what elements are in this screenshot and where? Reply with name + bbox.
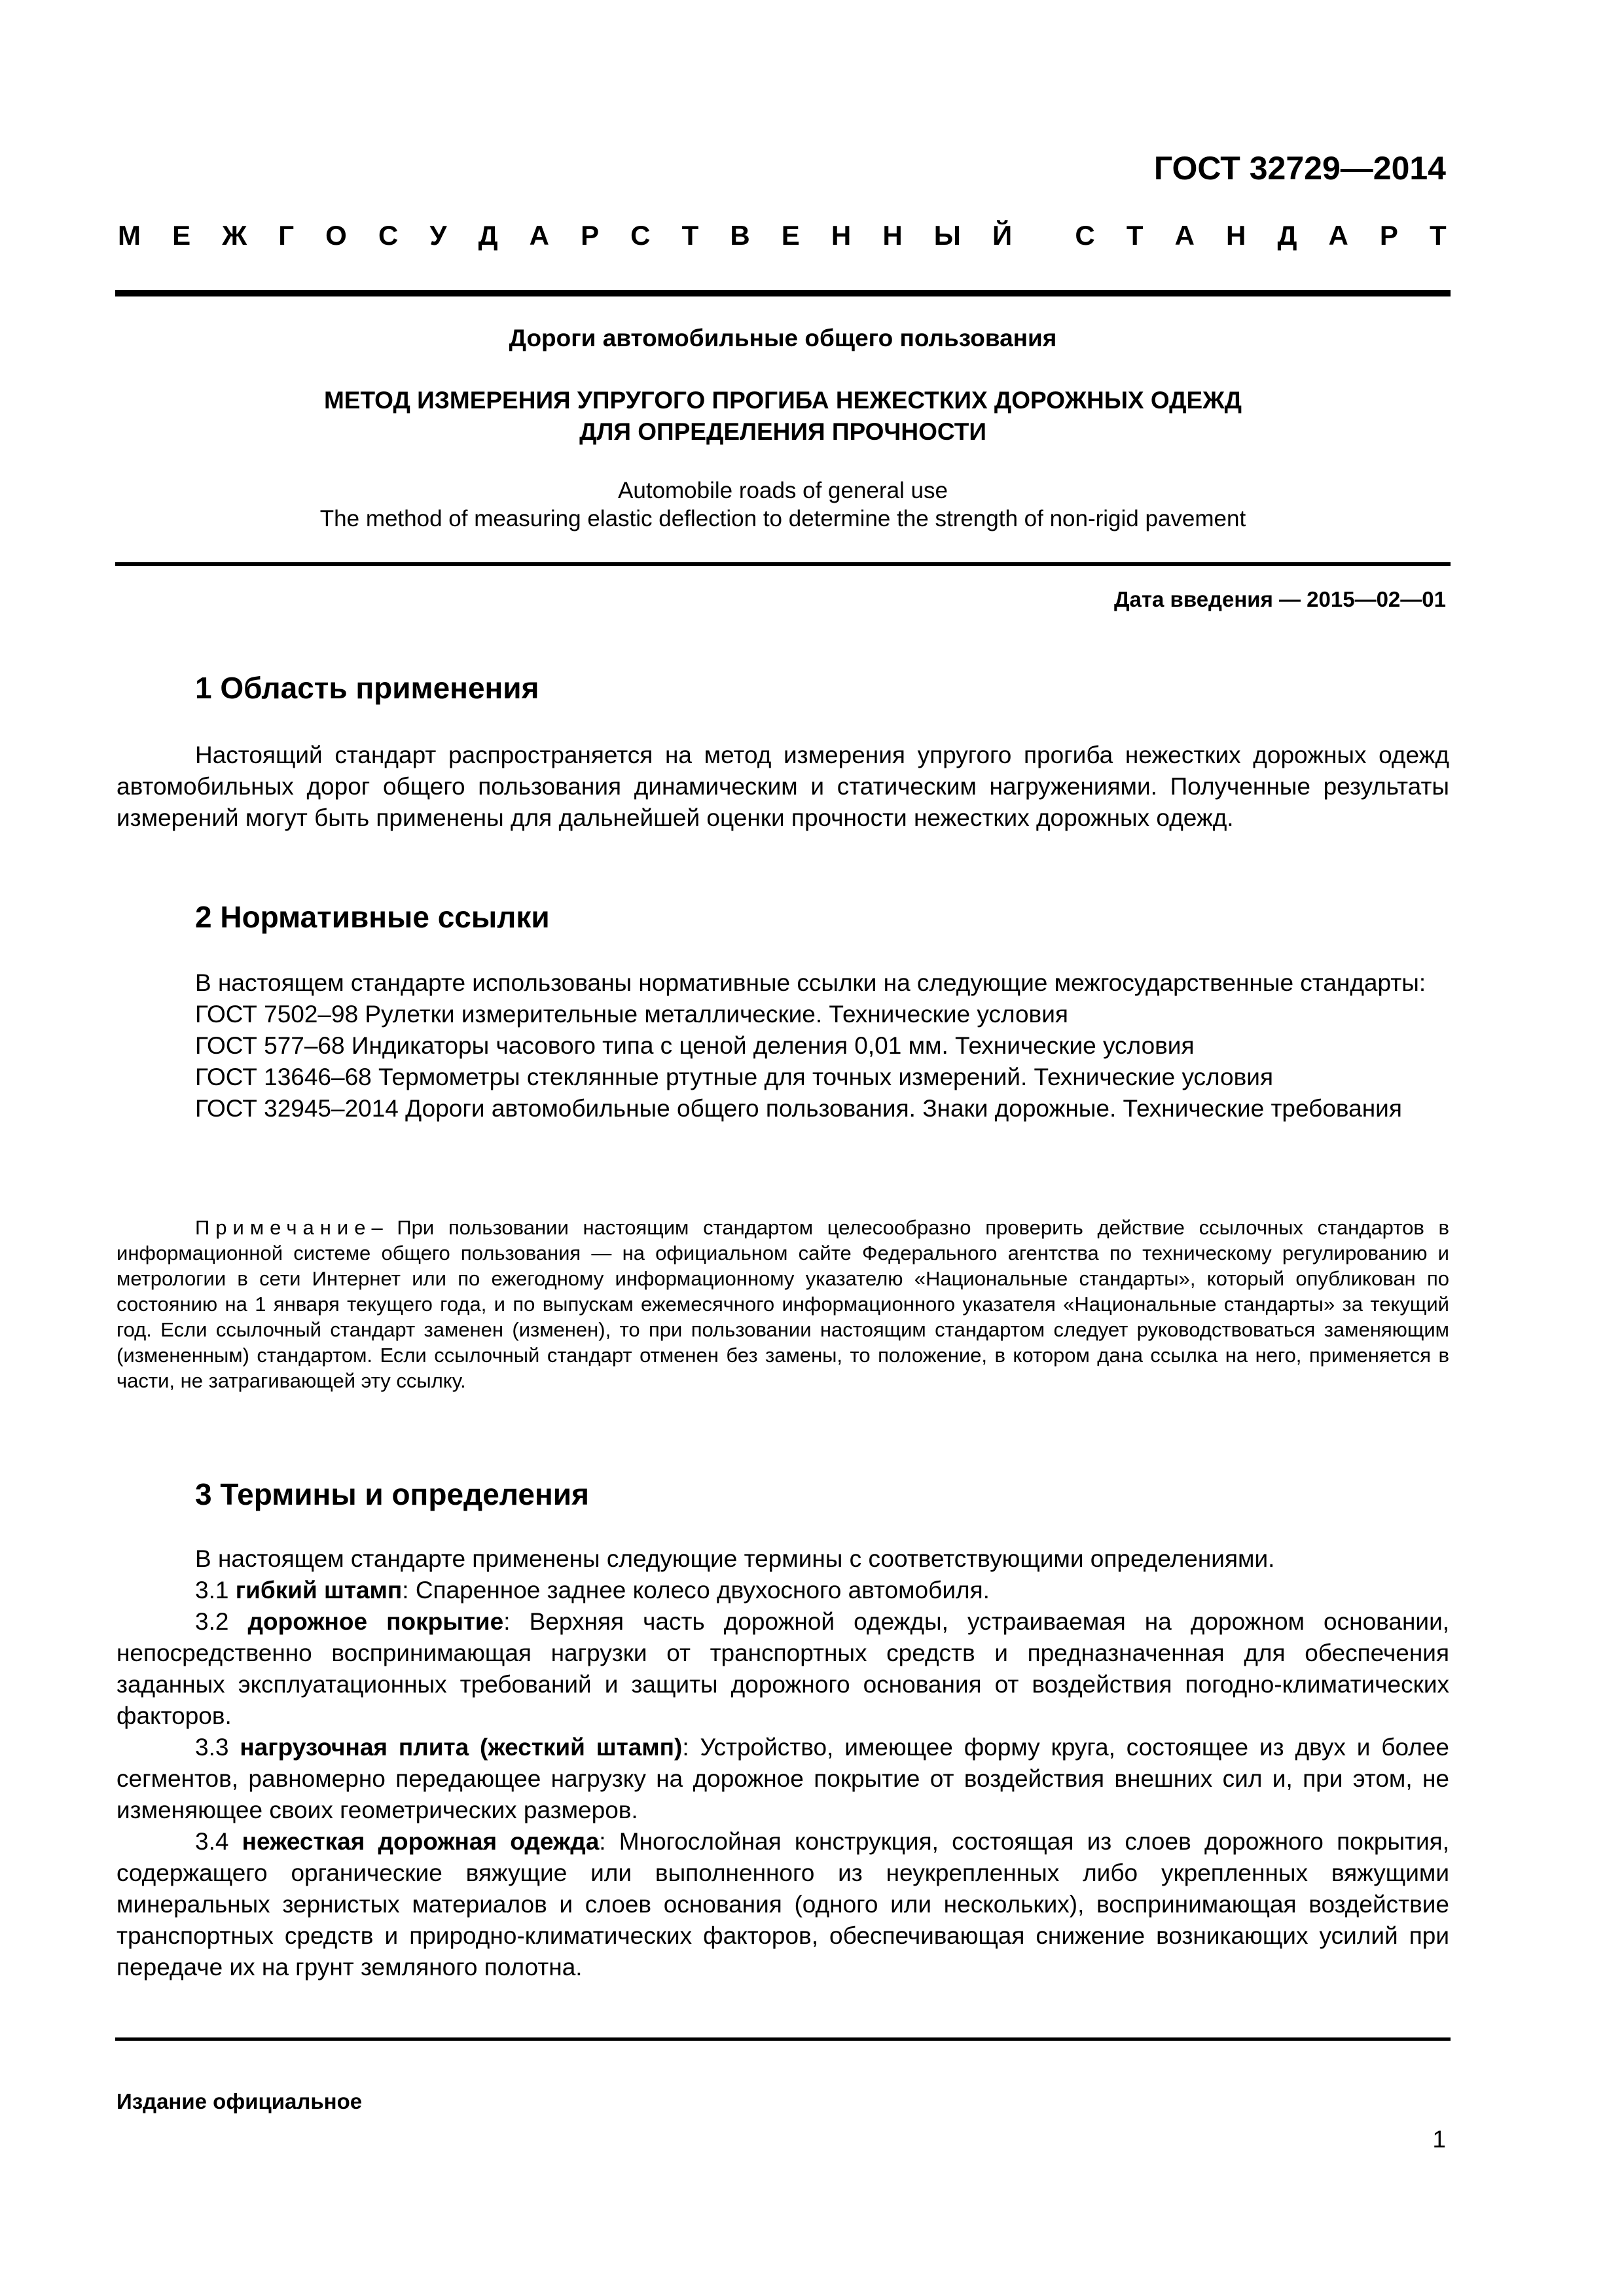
letter: Н bbox=[1226, 220, 1246, 251]
reference-item: ГОСТ 13646–68 Термометры стеклянные ртутные для точных измерений. Технические условия bbox=[195, 1064, 1273, 1090]
section-2-body bbox=[117, 967, 1449, 1124]
term-number: 3.2 bbox=[195, 1608, 229, 1635]
term-number: 3.3 bbox=[195, 1734, 229, 1761]
reference-item: ГОСТ 7502–98 Рулетки измерительные металлические. Технические условия bbox=[195, 1001, 1068, 1028]
introduction-date: Дата введения — 2015—02—01 bbox=[1114, 587, 1446, 611]
term-definition bbox=[117, 1732, 1449, 1826]
standard-code: ГОСТ 32729—2014 bbox=[1153, 150, 1446, 187]
term-text: : Устройство, имеющее форму круга, состоящее из двух и более сегментов, равномерно передающее нагрузку на дорожное покрытие от воздействия внешних сил и, при этом, не изменяющее своих геометрических размеров. bbox=[117, 1734, 1449, 1823]
letter: Д bbox=[478, 220, 498, 251]
term-number: 3.4 bbox=[195, 1828, 229, 1855]
reference-item: ГОСТ 577–68 Индикаторы часового типа с ценой деления 0,01 мм. Технические условия bbox=[195, 1032, 1195, 1059]
section-1-body bbox=[117, 740, 1449, 834]
letter: В bbox=[730, 220, 750, 251]
title-line-2: ДЛЯ ОПРЕДЕЛЕНИЯ ПРОЧНОСТИ bbox=[579, 418, 986, 445]
english-title bbox=[115, 476, 1451, 533]
english-title-line-2: The method of measuring elastic deflection to determine the strength of non-rigid pavement bbox=[319, 506, 1246, 531]
letter: Ы bbox=[933, 220, 961, 251]
term-text: : Многослойная конструкция, состоящая из слоев дорожного покрытия, содержащего органические вяжущие или выполненного из неукрепленных либо укрепленных вяжущими минеральных зернистых материалов и слоев основания (одного или нескольких), воспринимающая воздействие транспортных средств и природно-климатических факторов, обеспечивающая снижение возникающих усилий при передаче их на грунт земляного полотна. bbox=[117, 1828, 1449, 1981]
letter: Т bbox=[1430, 220, 1447, 251]
section-1-heading: 1 Область применения bbox=[195, 671, 539, 705]
section-2-intro: В настоящем стандарте использованы нормативные ссылки на следующие межгосударственные стандарты: bbox=[195, 969, 1426, 996]
letter: Й bbox=[992, 220, 1013, 251]
title-divider bbox=[115, 562, 1451, 566]
letter: С bbox=[630, 220, 651, 251]
letter: Д bbox=[1277, 220, 1297, 251]
term-definition bbox=[117, 1575, 1449, 1606]
english-title-line-1: Automobile roads of general use bbox=[618, 478, 948, 503]
letter: А bbox=[1174, 220, 1195, 251]
term-name: нежесткая дорожная одежда bbox=[242, 1828, 600, 1855]
letter: О bbox=[325, 220, 347, 251]
note-text: – При пользовании настоящим стандартом целесообразно проверить действие ссылочных стандартов в информационной системе общего пользования — на официальном сайте Федерального агентства по техническому регулированию и метрологии в сети Интернет или по ежегодному информационному указателю «Национальные стандарты», который опубликован по состоянию на 1 января текущего года, и по выпускам ежемесячного информационного указателя «Национальные стандарты» за текущий год. Если ссылочный стандарт заменен (изменен), то при пользовании настоящим стандартом следует руководствоваться заменяющим (измененным) стандартом. Если ссылочный стандарт отменен без замены, то положение, в котором дана ссылка на него, применяется в части, не затрагивающей эту ссылку. bbox=[117, 1216, 1449, 1392]
letter: Р bbox=[1379, 220, 1398, 251]
letter: Т bbox=[681, 220, 699, 251]
letter: Т bbox=[1126, 220, 1144, 251]
title-line-1: МЕТОД ИЗМЕРЕНИЯ УПРУГОГО ПРОГИБА НЕЖЕСТКИХ ДОРОЖНЫХ ОДЕЖД bbox=[323, 387, 1242, 414]
section-2-heading: 2 Нормативные ссылки bbox=[195, 900, 550, 934]
term-definition bbox=[117, 1826, 1449, 1983]
note-paragraph bbox=[117, 1215, 1449, 1393]
document-title bbox=[115, 385, 1451, 448]
term-text: : Спаренное заднее колесо двухосного автомобиля. bbox=[402, 1577, 990, 1604]
letter: Е bbox=[781, 220, 800, 251]
note-label: Примечание bbox=[195, 1216, 372, 1239]
letter: Р bbox=[581, 220, 600, 251]
document-subject: Дороги автомобильные общего пользования bbox=[509, 325, 1057, 351]
top-divider bbox=[115, 290, 1451, 296]
term-name: дорожное покрытие bbox=[247, 1608, 504, 1635]
term-number: 3.1 bbox=[195, 1577, 229, 1604]
interstate-standard-label bbox=[118, 220, 1447, 251]
letter: А bbox=[529, 220, 549, 251]
letter: А bbox=[1328, 220, 1348, 251]
letter: Н bbox=[882, 220, 903, 251]
letter: Н bbox=[831, 220, 852, 251]
section-3-intro: В настоящем стандарте применены следующие термины с соответствующими определениями. bbox=[195, 1545, 1275, 1572]
official-edition-label: Издание официальное bbox=[117, 2089, 363, 2113]
letter: Е bbox=[172, 220, 191, 251]
letter: С bbox=[1075, 220, 1095, 251]
section-3-body bbox=[117, 1543, 1449, 1983]
term-name: нагрузочная плита (жесткий штамп) bbox=[240, 1734, 683, 1761]
letter: М bbox=[118, 220, 141, 251]
letter: С bbox=[378, 220, 399, 251]
footer-divider bbox=[115, 2037, 1451, 2041]
section-3-heading: 3 Термины и определения bbox=[195, 1477, 589, 1511]
term-name: гибкий штамп bbox=[235, 1577, 403, 1604]
letter: Ж bbox=[222, 220, 247, 251]
term-text: : Верхняя часть дорожной одежды, устраиваемая на дорожном основании, непосредственно воспринимающая нагрузки от транспортных средств и предназначенная для обеспечения заданных эксплуатационных требований и защиты дорожного основания от воздействия погодно-климатических факторов. bbox=[117, 1608, 1450, 1729]
page-number: 1 bbox=[1432, 2126, 1446, 2153]
letter: У bbox=[429, 220, 447, 251]
term-definition bbox=[117, 1606, 1449, 1732]
reference-item: ГОСТ 32945–2014 Дороги автомобильные общего пользования. Знаки дорожные. Технические требования bbox=[195, 1095, 1402, 1122]
letter: Г bbox=[278, 220, 295, 251]
section-1-paragraph: Настоящий стандарт распространяется на метод измерения упругого прогиба нежестких дорожных одежд автомобильных дорог общего пользования динамическим и статическим нагружениями. Полученные результаты измерений могут быть применены для дальнейшей оценки прочности нежестких дорожных одежд. bbox=[117, 742, 1449, 831]
